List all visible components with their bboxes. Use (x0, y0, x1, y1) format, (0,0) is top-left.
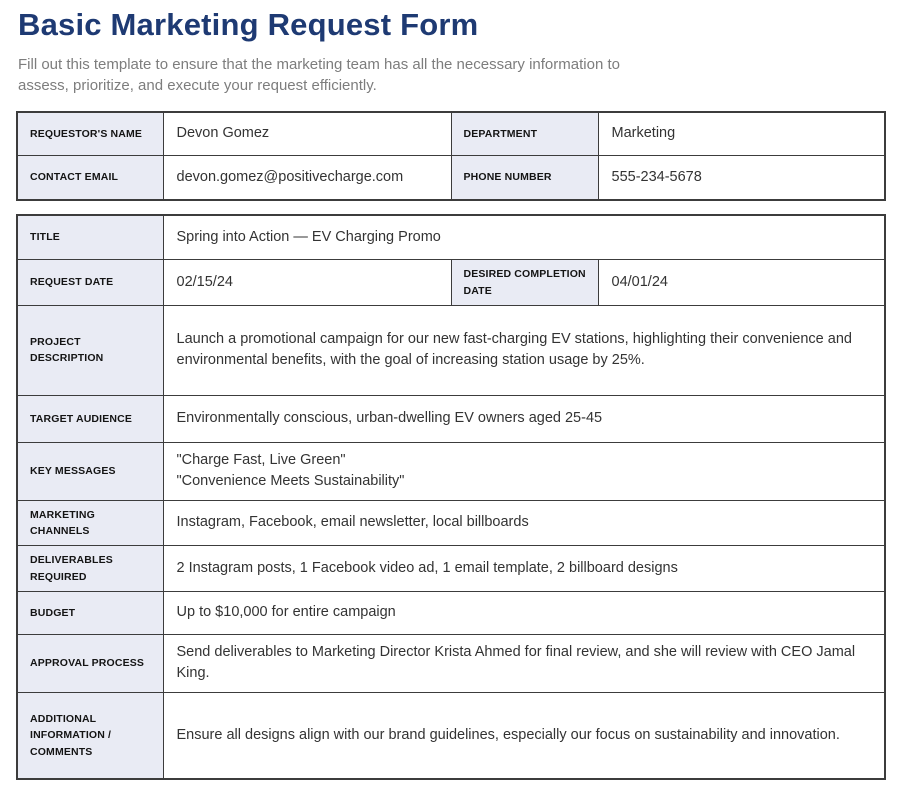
table-row (17, 112, 885, 156)
table-row (17, 215, 885, 260)
target-audience-label: TARGET AUDIENCE (17, 395, 163, 442)
contact-email-label: CONTACT EMAIL (17, 156, 163, 200)
table-row (17, 395, 885, 442)
key-messages-label: KEY MESSAGES (17, 442, 163, 500)
key-message-line: "Convenience Meets Sustainability" (176, 473, 405, 490)
additional-information-label: ADDITIONAL INFORMATION / COMMENTS (17, 692, 163, 779)
table-row (17, 260, 885, 306)
table-row (17, 156, 885, 200)
department-value: Marketing (598, 112, 885, 156)
page-subtitle: Fill out this template to ensure that the marketing team has all the necessary information to assess, prioritize, and execute your request efficiently. (18, 55, 620, 94)
marketing-channels-value: Instagram, Facebook, email newsletter, local billboards (163, 500, 885, 546)
additional-information-value: Ensure all designs align with our brand guidelines, especially our focus on sustainability and innovation. (163, 692, 885, 779)
requestor-name-value: Devon Gomez (163, 112, 451, 156)
desired-completion-date-label: DESIRED COMPLETION DATE (451, 260, 598, 306)
requestor-name-label: REQUESTOR'S NAME (17, 112, 163, 156)
project-description-value: Launch a promotional campaign for our new fast-charging EV stations, highlighting their convenience and environmental benefits, with the goal of increasing station usage by 25%. (163, 305, 885, 395)
request-date-label: REQUEST DATE (17, 260, 163, 306)
target-audience-value: Environmentally conscious, urban-dwelling EV owners aged 25-45 (163, 395, 885, 442)
requestor-info-table (16, 111, 886, 201)
budget-value: Up to $10,000 for entire campaign (163, 591, 885, 634)
desired-completion-date-value: 04/01/24 (598, 260, 885, 306)
table-row (17, 546, 885, 592)
key-message-line: "Charge Fast, Live Green" (176, 451, 346, 468)
table-row (17, 442, 885, 500)
department-label: DEPARTMENT (451, 112, 598, 156)
title-value: Spring into Action — EV Charging Promo (163, 215, 885, 260)
request-details-table (16, 214, 886, 781)
approval-process-label: APPROVAL PROCESS (17, 634, 163, 692)
marketing-channels-label: MARKETING CHANNELS (17, 500, 163, 546)
key-messages-value (163, 442, 885, 500)
phone-number-value: 555-234-5678 (598, 156, 885, 200)
table-row (17, 305, 885, 395)
table-row (17, 634, 885, 692)
approval-process-value: Send deliverables to Marketing Director Krista Ahmed for final review, and she will review with CEO Jamal King. (163, 634, 885, 692)
budget-label: BUDGET (17, 591, 163, 634)
page-title: Basic Marketing Request Form (18, 7, 479, 42)
phone-number-label: PHONE NUMBER (451, 156, 598, 200)
table-row (17, 692, 885, 779)
table-row (17, 591, 885, 634)
table-row (17, 500, 885, 546)
title-label: TITLE (17, 215, 163, 260)
project-description-label: PROJECT DESCRIPTION (17, 305, 163, 395)
deliverables-required-label: DELIVERABLES REQUIRED (17, 546, 163, 592)
request-date-value: 02/15/24 (163, 260, 451, 306)
contact-email-value: devon.gomez@positivecharge.com (163, 156, 451, 200)
deliverables-required-value: 2 Instagram posts, 1 Facebook video ad, 1 email template, 2 billboard designs (163, 546, 885, 592)
